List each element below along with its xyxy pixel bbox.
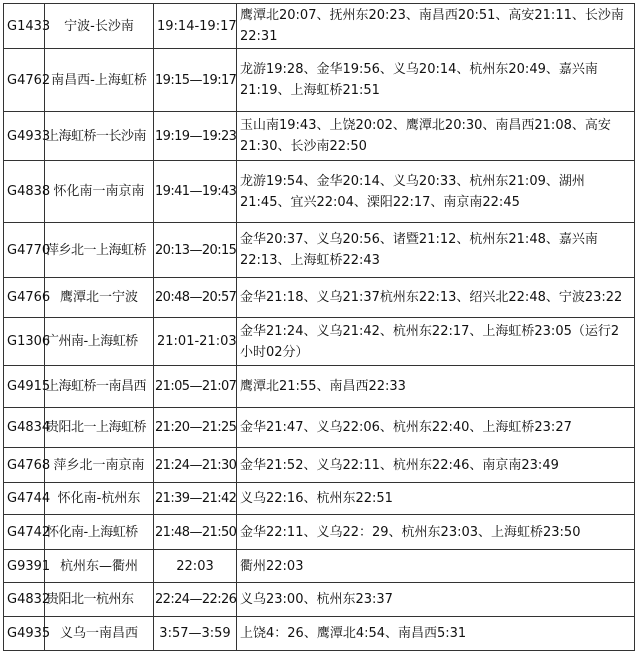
table-row	[4, 49, 635, 112]
route-cell: 贵阳北一杭州东	[45, 583, 154, 617]
stops-cell: 金华20:37、义乌20:56、诸暨21:12、杭州东21:48、嘉兴南22:13、上海虹桥22:43	[237, 223, 635, 278]
time-cell: 22:24—22:26	[154, 583, 237, 617]
table-row	[4, 550, 635, 583]
route-cell: 宁波-长沙南	[45, 4, 154, 49]
stops-cell: 鹰潭北20:07、抚州东20:23、南昌西20:51、高安21:11、长沙南22:31	[237, 4, 635, 49]
train-number-cell: G4935	[4, 617, 45, 651]
route-cell: 贵阳北一上海虹桥	[45, 408, 154, 448]
time-cell: 21:05—21:07	[154, 366, 237, 408]
train-number-cell: G4742	[4, 515, 45, 550]
train-number-cell: G4766	[4, 278, 45, 318]
train-number-cell: G4915	[4, 366, 45, 408]
time-cell: 19:41—19:43	[154, 161, 237, 223]
route-cell: 上海虹桥一长沙南	[45, 112, 154, 161]
stops-cell: 义乌22:16、杭州东22:51	[237, 483, 635, 515]
route-cell: 怀化南-上海虹桥	[45, 515, 154, 550]
train-number-cell: G4762	[4, 49, 45, 112]
time-cell: 19:19—19:23	[154, 112, 237, 161]
train-number-cell: G4768	[4, 448, 45, 483]
stops-cell: 玉山南19:43、上饶20:02、鹰潭北20:30、南昌西21:08、高安21:30、长沙南22:50	[237, 112, 635, 161]
stops-cell: 龙游19:54、金华20:14、义乌20:33、杭州东21:09、湖州21:45、宜兴22:04、溧阳22:17、南京南22:45	[237, 161, 635, 223]
time-cell: 21:01-21:03	[154, 318, 237, 366]
route-cell: 上海虹桥一南昌西	[45, 366, 154, 408]
table-row	[4, 4, 635, 49]
stops-cell: 金华21:24、义乌21:42、杭州东22:17、上海虹桥23:05（运行2小时02分）	[237, 318, 635, 366]
time-cell: 3:57—3:59	[154, 617, 237, 651]
train-number-cell: G4834	[4, 408, 45, 448]
time-cell: 21:20—21:25	[154, 408, 237, 448]
time-cell: 21:39—21:42	[154, 483, 237, 515]
stops-cell: 金华21:52、义乌22:11、杭州东22:46、南京南23:49	[237, 448, 635, 483]
time-cell: 20:13—20:15	[154, 223, 237, 278]
table-row	[4, 583, 635, 617]
table-row	[4, 112, 635, 161]
table-row	[4, 408, 635, 448]
route-cell: 广州南-上海虹桥	[45, 318, 154, 366]
time-cell: 19:15—19:17	[154, 49, 237, 112]
route-cell: 萍乡北一上海虹桥	[45, 223, 154, 278]
route-cell: 萍乡北一南京南	[45, 448, 154, 483]
table-row	[4, 278, 635, 318]
table-row	[4, 366, 635, 408]
table-row	[4, 318, 635, 366]
table-row	[4, 617, 635, 651]
schedule-body	[4, 4, 635, 651]
time-cell: 21:48—21:50	[154, 515, 237, 550]
time-cell: 22:03	[154, 550, 237, 583]
stops-cell: 金华21:47、义乌22:06、杭州东22:40、上海虹桥23:27	[237, 408, 635, 448]
table-row	[4, 223, 635, 278]
train-number-cell: G4838	[4, 161, 45, 223]
time-cell: 21:24—21:30	[154, 448, 237, 483]
train-number-cell: G4744	[4, 483, 45, 515]
route-cell: 义乌一南昌西	[45, 617, 154, 651]
time-cell: 19:14-19:17	[154, 4, 237, 49]
route-cell: 南昌西-上海虹桥	[45, 49, 154, 112]
stops-cell: 龙游19:28、金华19:56、义乌20:14、杭州东20:49、嘉兴南21:19、上海虹桥21:51	[237, 49, 635, 112]
route-cell: 怀化南一南京南	[45, 161, 154, 223]
route-cell: 怀化南-杭州东	[45, 483, 154, 515]
route-cell: 杭州东—衢州	[45, 550, 154, 583]
train-number-cell: G1306	[4, 318, 45, 366]
route-cell: 鹰潭北一宁波	[45, 278, 154, 318]
table-row	[4, 483, 635, 515]
train-number-cell: G4832	[4, 583, 45, 617]
stops-cell: 金华22:11、义乌22：29、杭州东23:03、上海虹桥23:50	[237, 515, 635, 550]
table-row	[4, 448, 635, 483]
stops-cell: 金华21:18、义乌21:37杭州东22:13、绍兴北22:48、宁波23:22	[237, 278, 635, 318]
train-number-cell: G4770	[4, 223, 45, 278]
table-row	[4, 161, 635, 223]
time-cell: 20:48—20:57	[154, 278, 237, 318]
stops-cell: 衢州22:03	[237, 550, 635, 583]
train-number-cell: G9391	[4, 550, 45, 583]
train-number-cell: G1433	[4, 4, 45, 49]
stops-cell: 上饶4：26、鹰潭北4:54、南昌西5:31	[237, 617, 635, 651]
stops-cell: 义乌23:00、杭州东23:37	[237, 583, 635, 617]
train-schedule-table	[3, 3, 635, 651]
train-number-cell: G4933	[4, 112, 45, 161]
stops-cell: 鹰潭北21:55、南昌西22:33	[237, 366, 635, 408]
table-row	[4, 515, 635, 550]
